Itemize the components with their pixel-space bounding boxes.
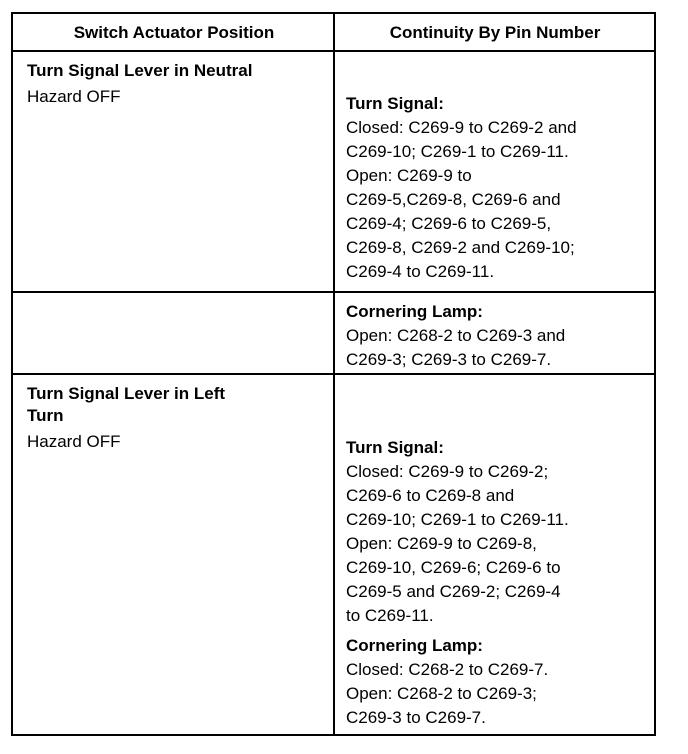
section-title: Turn Signal: [346,438,444,457]
continuity-table [11,12,656,736]
continuity-line: C269-8, C269-2 and C269-10; [346,238,575,257]
continuity-line: Closed: C269-9 to C269-2 and [346,118,577,137]
continuity-line: Closed: C268-2 to C269-7. [346,660,549,679]
continuity-line: Open: C269-9 to C269-8, [346,534,537,553]
header-continuity-by-pin-number: Continuity By Pin Number [389,23,601,42]
continuity-cell [335,375,654,734]
continuity-line: Open: C268-2 to C269-3; [346,684,537,703]
continuity-line: Closed: C269-9 to C269-2; [346,462,549,481]
continuity-cell [335,52,654,291]
continuity-line: Open: C268-2 to C269-3 and [346,326,566,345]
position-cell [13,52,335,291]
continuity-line: C269-10, C269-6; C269-6 to [346,558,561,577]
position-cell [13,293,335,373]
continuity-line: Open: C269-9 to [346,166,472,185]
table-row [13,373,654,734]
table-row [13,291,654,373]
continuity-line: C269-10; C269-1 to C269-11. [346,142,569,161]
continuity-line: C269-4; C269-6 to C269-5, [346,214,552,233]
header-switch-actuator-position: Switch Actuator Position [13,14,335,50]
position-title-cont: Turn [27,406,64,425]
position-cell [13,375,335,734]
continuity-line: C269-4 to C269-11. [346,262,495,281]
continuity-line: C269-3 to C269-7. [346,708,486,727]
position-hazard: Hazard OFF [27,432,121,451]
continuity-cell [335,293,654,373]
position-hazard: Hazard OFF [27,87,121,106]
continuity-line: C269-5,C269-8, C269-6 and [346,190,561,209]
section-title: Cornering Lamp: [346,636,483,655]
continuity-line: C269-6 to C269-8 and [346,486,515,505]
position-title: Turn Signal Lever in Neutral [27,61,253,80]
section-title: Cornering Lamp: [346,302,483,321]
section-title: Turn Signal: [346,94,444,113]
table-header-row [13,14,654,50]
continuity-line: to C269-11. [346,606,434,625]
continuity-line: C269-3; C269-3 to C269-7. [346,350,552,369]
table-row [13,50,654,291]
continuity-line: C269-5 and C269-2; C269-4 [346,582,561,601]
position-title: Turn Signal Lever in Left [27,384,226,403]
continuity-line: C269-10; C269-1 to C269-11. [346,510,569,529]
